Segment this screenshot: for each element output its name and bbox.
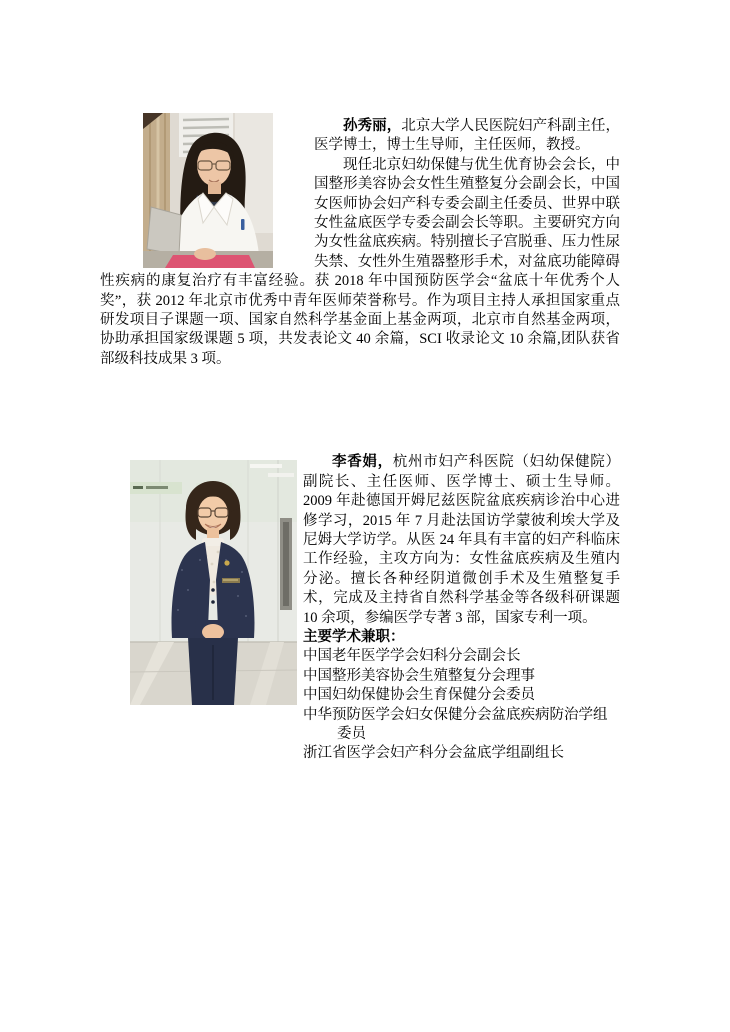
person-name: 孙秀丽， xyxy=(343,118,402,134)
profile-li-xiangjuan xyxy=(100,453,620,764)
academic-position-item: 浙江省医学会妇产科分会盆底学组副组长 xyxy=(303,745,564,762)
profile-text-column xyxy=(303,453,620,764)
academic-position-item: 中国整形美容协会生殖整复分会理事 xyxy=(303,667,535,684)
person-name: 李香娟， xyxy=(332,454,393,471)
academic-position-item: 中国妇幼保健协会生育保健分会委员 xyxy=(303,687,535,704)
profile-bio: 现任北京妇幼保健与优生优育协会会长，中国整形美容协会女性生殖整复分会副会长，中国女医师协会妇产科专委会副主任委员、世界中联女性盆底医学专委会副会长等职。主要研究方向为女性盆底疾病。特别擅长子宫脱垂、压力性尿失禁、女性外生殖器整形手术，对盆底功能障碍性疾病的康复治疗有丰富经验。获 2018 年中国预防医学会“盆底十年优秀个人奖”，获 2012 年北京市优秀中青年医师荣誉称号。作为项目主持人承担国家重点研发项目子课题一项、国家自然科学基金面上基金两项，北京市自然基金两项，协助承担国家级课题 5 项，共发表论文 40 余篇，SCI 收录论文 10 余篇,团队获省部级科技成果 3 项。 xyxy=(100,156,620,367)
profile-sun-xiuli xyxy=(100,117,620,369)
sun-xiuli-photo xyxy=(143,113,273,268)
document-content xyxy=(100,117,620,764)
academic-positions-heading: 主要学术兼职： xyxy=(303,628,405,645)
academic-position-item: 中华预防医学会妇女保健分会盆底疾病防治学组委员 xyxy=(303,706,608,742)
profile-intro xyxy=(303,453,620,628)
person-intro-text: 杭州市妇产科医院（妇幼保健院）副院长、主任医师、医学博士、硕士生导师。2009 年赴德国开姆尼兹医院盆底疾病诊治中心进修学习，2015 年 7 月赴法国访学蒙彼利埃大学及尼姆大学访学。从医 24 年具有丰富的妇产科临床工作经验，主攻方向为：女性盆底疾病及生殖内分泌。擅长各种经阴道微创手术及生殖整复手术，完成及主持省自然科学基金等各级科研课题 10 余项，参编医学专著 3 部，国家专利一项。 xyxy=(303,454,621,626)
person-intro-text: 北京大学人民医院妇产科副主任，医学博士，博士生导师，主任医师，教授。 xyxy=(314,118,621,154)
li-xiangjuan-photo xyxy=(130,460,297,705)
academic-position-item: 中国老年医学学会妇科分会副会长 xyxy=(303,648,521,665)
